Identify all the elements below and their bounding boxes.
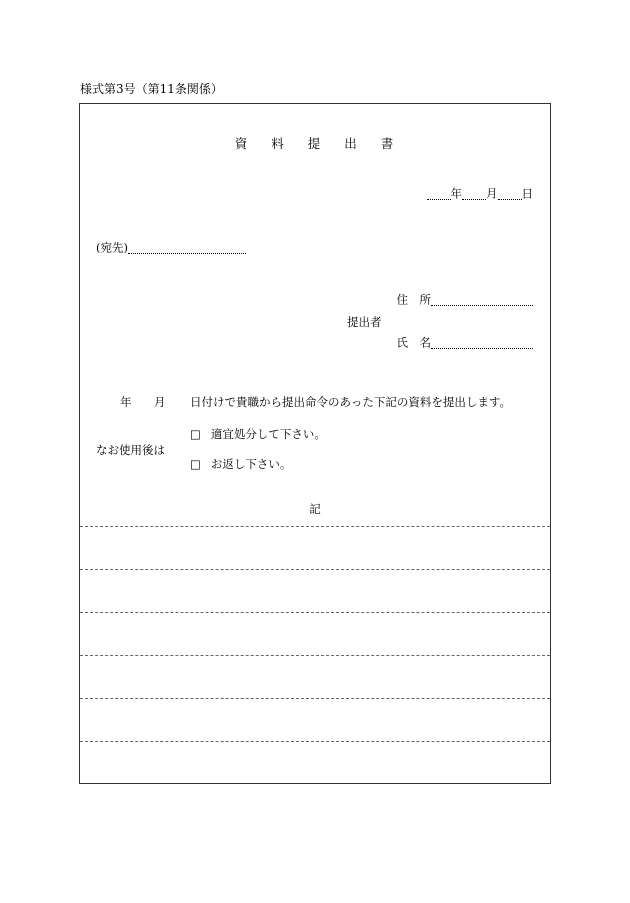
title-char: 料 <box>271 136 286 151</box>
entry-line[interactable] <box>80 612 550 613</box>
title-char: 書 <box>380 136 396 151</box>
option-return-label: お返し下さい。 <box>210 457 292 471</box>
option-dispose-label: 適宜処分して下さい。 <box>210 427 326 441</box>
request-month-label: 月 <box>154 395 166 409</box>
title-char: 資 <box>234 136 250 151</box>
name-blank[interactable] <box>431 336 533 349</box>
addressee-blank[interactable] <box>128 241 246 254</box>
name-line <box>397 336 534 349</box>
address-line <box>397 293 534 306</box>
after-use-label: なお使用後は <box>96 443 165 457</box>
address-blank[interactable] <box>431 293 533 306</box>
month-blank[interactable] <box>462 187 486 200</box>
request-text: 日付けで貴職から提出命令のあった下記の資料を提出します。 <box>190 395 511 409</box>
date-line <box>427 187 534 200</box>
name-label: 氏 名 <box>396 335 431 350</box>
month-label: 月 <box>486 186 498 201</box>
request-year-label: 年 <box>120 395 132 409</box>
entry-line[interactable] <box>80 655 550 656</box>
title-char: 提 <box>307 136 323 151</box>
address-label: 住 所 <box>396 292 431 307</box>
year-label: 年 <box>450 186 462 201</box>
entry-line[interactable] <box>80 526 550 527</box>
addressee-label: (宛先) <box>96 240 128 255</box>
entry-line[interactable] <box>80 741 550 742</box>
entry-line[interactable] <box>80 569 550 570</box>
year-blank[interactable] <box>427 187 451 200</box>
option-return[interactable] <box>190 459 291 471</box>
title-char: 出 <box>344 136 359 151</box>
option-dispose[interactable] <box>190 429 326 441</box>
day-blank[interactable] <box>498 187 522 200</box>
submitter-label: 提出者 <box>347 315 382 329</box>
document-title <box>0 138 630 151</box>
form-number: 様式第3号（第11条関係） <box>80 82 223 96</box>
addressee-line <box>96 241 246 254</box>
day-label: 日 <box>521 186 533 201</box>
checkbox-dispose[interactable]: □ <box>190 427 201 441</box>
ki-heading: 記 <box>309 502 321 516</box>
entry-line[interactable] <box>80 698 550 699</box>
checkbox-return[interactable]: □ <box>190 457 201 471</box>
